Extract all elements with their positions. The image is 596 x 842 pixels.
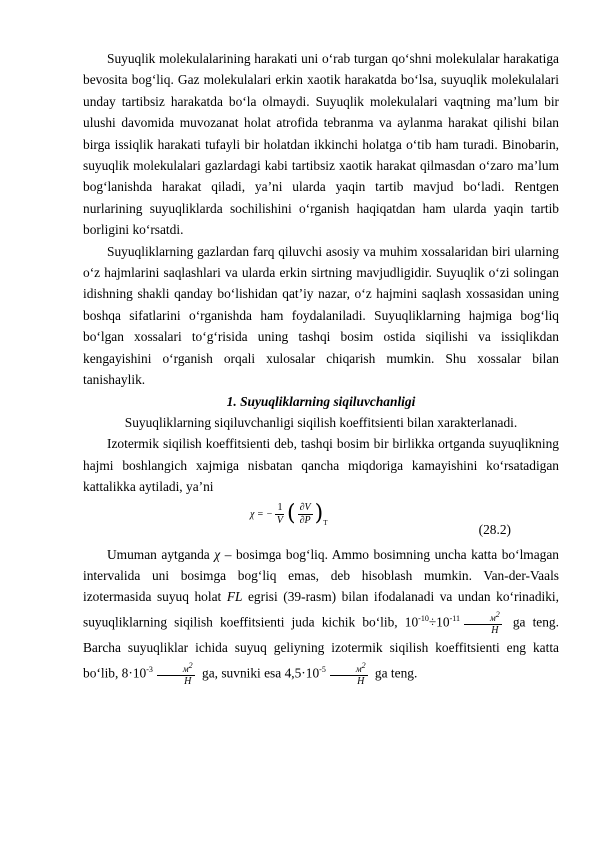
equation-28-2 [83,498,559,544]
paragraph-isothermal-definition: Izotermik siqilish koeffitsienti deb, tashqi bosim bir birlikka ortganda suyuqlikning hajmi boshlangich xajmiga nisbatan qancha miqdoriga kamayishini ko‘rsatadigan kattalikka aytiladi, ya’ni [83,436,559,495]
compressibility-formula: χ = − $\frac{1}{V}$ ( $\frac{\partial V}{\partial P}$ ) $_T$ [250,501,328,527]
paragraph-compressibility-values: Umuman aytganda χ – bosimga bog‘liq. Ammo bosimning uncha katta bo‘lmagan intervalida uni bosimga bog‘liq emas, deb hisoblash mumkin. Van-der-Vaals izotermasida suyuq holat FL egrisi (39-rasm) bilan ifodalanadi va undan ko‘rinadiki, suyuqliklarning siqilish koeffitsienti juda kichik bo‘lib, $10^{-10}\div 10^{-11}$ $\frac{м^2}{Н}$ ga teng. Barcha suyuqliklar ichida suyuq geliyning izotermik siqilish koeffitsienti eng katta bo‘lib, $8\cdot 10^{-3}$ $\frac{м^2}{Н}$ ga, suvniki esa $4,5\cdot 10^{-5}$ $\frac{м^2}{Н}$ ga teng. [83,546,559,687]
fraction-partial-derivative: $\frac{\partial V}{\partial P}$ [299,501,311,526]
paragraph-compressibility-intro: Suyuqliklarning siqiluvchanligi siqilish koeffitsienti bilan xarakterlanadi. [124,414,518,430]
formula-subscript: T [323,518,328,527]
formula-lhs: χ = − [250,508,273,520]
equation-number: (28.2) [478,521,511,537]
fraction-one-over-v: $\frac{1}{V}$ [276,501,284,526]
section-heading: 1. Suyuqliklarning siqiluvchanligi [226,393,416,409]
unit-fraction: $\frac{м^2}{Н}$ [157,660,195,688]
unit-fraction: $\frac{м^2}{Н}$ [330,660,368,688]
paragraph-liquid-properties: Suyuqliklarning gazlardan farq qiluvchi asosiy va muhim xossalaridan biri ularning o‘z hajmlarini saqlashlari va ularda erkin sirtning mavjudligidir. Suyuqlik o‘zi solingan idishning shakli qanday bo‘lishidan qat’iy nazar, o‘z hajmini saqlash xossasidan uning boshqa sifatlarini o‘rganishda ham foydalaniladi. Suyuqliklarning hajmiga bog‘liq bo‘lgan xossalari to‘g‘risida uning tashqi bosim ostida siqilishi va issiqlikdan kengayishini o‘rganish orqali xulosalar chiqarish mumkin. Shu xossalar bilan tanishaylik. [83,243,559,388]
document-page [83,48,559,688]
paragraph-molecular-motion: Suyuqlik molekulalarining harakati uni o‘rab turgan qo‘shni molekulalar harakatiga bevosita bog‘liq. Gaz molekulalari erkin xaotik harakatda bo‘lsa, suyuqlik molekulalari unday tartibsiz harakatda bo‘la olmaydi. Suyuqlik molekulalari vaqtning ma’lum bir ulushi davomida muvozanat holat atrofida tebranma va aylanma harakat qilishi bilan birga issiqlik harakati tufayli bir holatdan ikkinchi holatga o‘tib ham turadi. Binobarin, suyuqlik molekulalari gazlardagi kabi tartibsiz xaotik harakat qilmasdan o‘zaro ma’lum bog‘lanishda harakat qiladi, ya’ni ularda yaqin tartib mavjud bo‘ladi. Rentgen nurlarining suyuqliklarda sochilishini o‘rganish haqiqatdan ham ularda yaqin tartib borligini ko‘rsatdi. [83,51,559,238]
unit-fraction: $\frac{м^2}{Н}$ [464,609,502,637]
